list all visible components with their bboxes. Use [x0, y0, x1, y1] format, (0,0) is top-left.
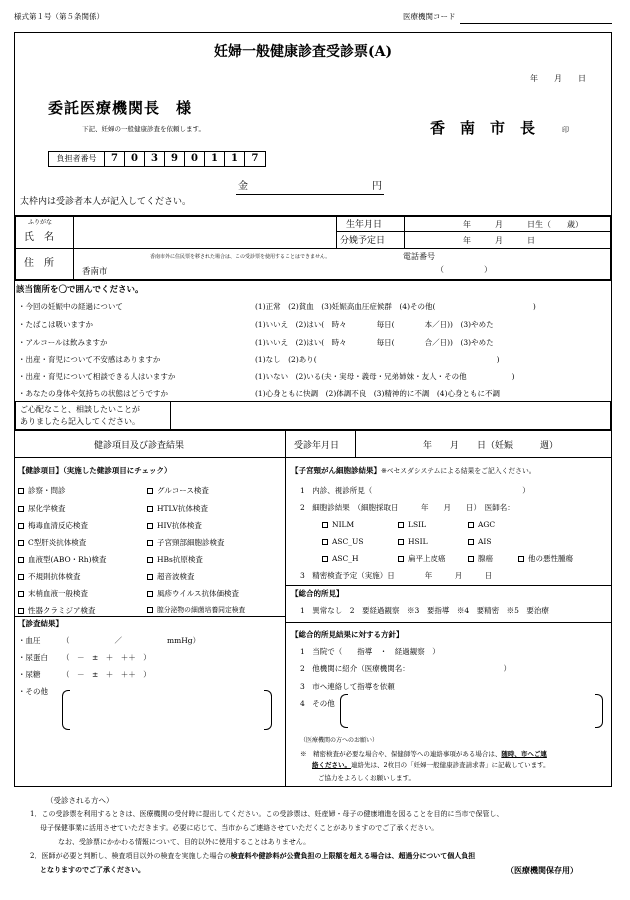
cytology-option[interactable]: NILM [322, 520, 354, 529]
exam-item-checkbox[interactable]: 性器クラミジア検査 [18, 606, 96, 615]
cytology-option[interactable]: AIS [468, 537, 492, 546]
exam-item-checkbox[interactable]: 子宮頸部細胞診検査 [147, 538, 225, 547]
burden-digit: 0 [125, 152, 145, 166]
policy-option-2[interactable]: 2 他機関に紹介（医療機関名： ） [300, 664, 512, 673]
city-label: 香南市 [82, 267, 108, 277]
footer-note-1c: なお、受診票にかかわる情報について、目的以外に使用することはありません。 [58, 838, 311, 846]
results-title: 【診査結果】 [18, 619, 63, 628]
exam-item-checkbox[interactable]: 尿化学検査 [18, 504, 66, 513]
footer-lead: （受診される方へ） [46, 796, 114, 805]
exam-item-checkbox[interactable]: HTLV抗体検査 [147, 504, 208, 513]
overall-title: 【総合的所見】 [291, 589, 344, 598]
burden-number [48, 151, 266, 167]
cytology-option[interactable]: 他の悪性腫瘍 [518, 554, 573, 563]
exam-item-checkbox[interactable]: HBs抗原検査 [147, 555, 203, 564]
concern-label-line2: ありましたら記入してください。 [20, 417, 140, 426]
clinic-note-line1: ※ 精密検査が必要な場合や、保健師等への連絡事項がある場合は、随時、市へご連 [300, 750, 547, 758]
birth-label: 生年月日 [346, 220, 383, 230]
exam-item-checkbox[interactable]: 不規則抗体検査 [18, 572, 81, 581]
birth-format: 年 月 日生（ 歳） [463, 220, 583, 229]
cancer-cytology[interactable]: 2 細胞診結果 （細胞採取日 年 月 日） 医師名： [300, 503, 515, 512]
sugar-label: ・尿糖 [18, 670, 41, 679]
exam-item-checkbox[interactable]: 超音波検査 [147, 572, 195, 581]
org-code-line [460, 23, 612, 24]
cytology-option[interactable]: 腺癌 [468, 554, 493, 563]
exam-date-label: 受診年月日 [294, 441, 340, 451]
question-text: ・出産・育児について不安感はありますか [18, 355, 161, 364]
burden-digit: 1 [205, 152, 225, 166]
protein-label: ・尿蛋白 [18, 653, 48, 662]
question-text: ・あなたの身体や気持ちの状態はどうですか [18, 389, 168, 398]
org-code-label: 医療機関コード [403, 12, 456, 21]
amount-prefix: 金 [238, 181, 248, 192]
question-text: ・アルコールは飲みますか [18, 338, 108, 347]
cytology-option[interactable]: LSIL [398, 520, 426, 529]
request-text: 下記、妊婦の一般健康診査を依頼します。 [82, 125, 205, 133]
question-text: ・出産・育児について相談できる人はいますか [18, 372, 176, 381]
amount-suffix: 円 [372, 181, 382, 192]
policy-other-right-bracket [595, 694, 603, 728]
burden-number-label: 負担者番号 [49, 152, 105, 166]
other-field-left-bracket [62, 690, 70, 730]
bp-field[interactable]: （ ／ mmHg） [62, 636, 201, 645]
fill-note: 太枠内は受診者本人が記入してください。 [20, 197, 192, 207]
mayor: 香 南 市 長 [430, 119, 536, 137]
answer-options[interactable]: (1)いいえ (2)はい( 時々 毎日( 本／日)) (3)やめた [255, 320, 494, 329]
clinic-note-line2: 絡ください。連絡先は、2枚目の「妊婦一般健康診査請求書」に記載しています。 [312, 761, 550, 769]
cytology-option[interactable]: ASC_H [322, 554, 359, 563]
cytology-option[interactable]: 扁平上皮癌 [398, 554, 446, 563]
burden-digit: 3 [145, 152, 165, 166]
questions-heading: 該当箇所を〇で囲んでください。 [16, 285, 144, 295]
exam-item-checkbox[interactable]: 膣分泌物の細菌培養同定検査 [147, 606, 245, 614]
exam-item-checkbox[interactable]: 風疹ウイルス抗体価検査 [147, 589, 239, 598]
exam-item-checkbox[interactable]: C型肝炎抗体検査 [18, 538, 86, 547]
address-note: 香南市外に住民票を移された場合は、この受診票を使用することはできません。 [150, 254, 331, 260]
footer-note-1a: 1．この受診票を利用するときは、医療機関の受付時に提出してください。この受診票は、妊産婦・母子の健康増進を図ることを目的に当市で保管し、 [30, 810, 504, 818]
answer-options[interactable]: (1)心身ともに快調 (2)体調不良 (3)精神的に不調 (4)心身ともに不調 [255, 389, 500, 398]
form-number: 様式第１号（第５条関係） [14, 12, 104, 21]
answer-options[interactable]: (1)いない (2)いる(夫・実母・義母・兄弟姉妹・友人・その他 ) [255, 372, 515, 381]
cytology-option[interactable]: HSIL [398, 537, 428, 546]
answer-options[interactable]: (1)なし (2)あり( ) [255, 355, 500, 364]
exam-item-checkbox[interactable]: グルコース検査 [147, 486, 209, 495]
policy-option-3[interactable]: 3 市へ連絡して指導を依頼 [300, 682, 395, 691]
other-label: ・その他 [18, 687, 48, 696]
name-label: 氏 名 [24, 232, 54, 243]
other-field-right-bracket [264, 690, 272, 730]
overall-options[interactable]: 1 異常なし 2 要経過観察 ※3 要指導 ※4 要精密 ※5 要治療 [300, 606, 549, 615]
followup-date[interactable]: 3 精密検査予定（実施）日 年 月 日 [300, 571, 493, 580]
exam-date-format: 年 月 日（妊娠 週） [423, 441, 559, 451]
phone-field[interactable]: （ ） [436, 265, 492, 274]
footer-note-2b: となりますのでご了承ください。 [40, 865, 145, 874]
furigana-label: ふりがな [28, 219, 53, 226]
answer-options[interactable]: (1)正常 (2)貧血 (3)妊娠高血圧症候群 (4)その他( ) [255, 302, 536, 311]
exam-items-title: 【健診項目】（実施した健診項目にチェック） [18, 466, 172, 475]
addressee: 委託医療機関長 様 [48, 99, 193, 117]
bp-label: ・血圧 [18, 636, 41, 645]
cytology-option[interactable]: AGC [468, 520, 495, 529]
seal: 印 [562, 126, 569, 134]
burden-digit: 7 [105, 152, 125, 166]
policy-option-4[interactable]: 4 その他 [300, 699, 335, 708]
exam-items-header: 健診項目及び診査結果 [94, 441, 185, 451]
cytology-option[interactable]: ASC_US [322, 537, 364, 546]
answer-options[interactable]: (1)いいえ (2)はい( 時々 毎日( 合／日)) (3)やめた [255, 338, 494, 347]
due-label: 分娩予定日 [340, 236, 386, 246]
amount-line[interactable] [236, 194, 384, 195]
phone-label: 電話番号 [403, 252, 435, 261]
form-title: 妊婦一般健康診査受診票(A) [214, 44, 393, 60]
policy-title: 【総合的所見結果に対する方針】 [291, 630, 404, 639]
protein-scale[interactable]: （ － ± ＋ ＋＋ ） [62, 653, 151, 662]
clinic-note-line3: ご協力をよろしくお願いします。 [318, 774, 415, 782]
burden-digit: 9 [165, 152, 185, 166]
policy-other-left-bracket [340, 694, 348, 728]
exam-item-checkbox[interactable]: 血液型(ABO・Rh)検査 [18, 555, 107, 564]
footer-note-2a: 2．医師が必要と判断し、検査項目以外の検査を実施した場合の検査料や健診料が公費負担の上限額を超える場合は、超過分について個人負担 [30, 851, 476, 860]
due-format: 年 月 日 [463, 236, 535, 245]
address-label: 住 所 [24, 258, 54, 269]
concern-label-line1: ご心配なこと、相談したいことが [20, 405, 140, 414]
question-text: ・たばこは吸いますか [18, 320, 93, 329]
footer-note-1b: 母子保健事業に活用させていただきます。必要に応じて、当市からご連絡させていただくことがありますのでご了承ください。 [40, 824, 439, 832]
cancer-inspection[interactable]: 1 内診、視診所見（ ） [300, 486, 530, 495]
issue-date: 年 月 日 [530, 74, 586, 83]
clinic-note-lead: （医療機関の方へのお願い） [300, 737, 379, 744]
sugar-scale[interactable]: （ － ± ＋ ＋＋ ） [62, 670, 151, 679]
burden-digit: 1 [225, 152, 245, 166]
exam-item-checkbox[interactable]: 梅毒血清反応検査 [18, 521, 88, 530]
exam-item-checkbox[interactable]: 末梢血液一般検査 [18, 589, 88, 598]
exam-item-checkbox[interactable]: HIV抗体検査 [147, 521, 202, 530]
exam-item-checkbox[interactable]: 診察・問診 [18, 486, 66, 495]
keep-label: （医療機関保存用） [506, 865, 578, 875]
policy-option-1[interactable]: 1 当院で（ 指導 ・ 経過観察 ） [300, 647, 440, 656]
other-input[interactable] [72, 692, 262, 728]
concern-input[interactable] [172, 403, 608, 429]
burden-digit: 7 [251, 153, 259, 164]
burden-digit: 0 [185, 152, 205, 166]
cancer-title: 【子宮頸がん細胞診結果】※ベセスダシステムによる結果をご記入ください。 [291, 466, 536, 475]
question-text: ・今回の妊娠中の経過について [18, 302, 123, 311]
